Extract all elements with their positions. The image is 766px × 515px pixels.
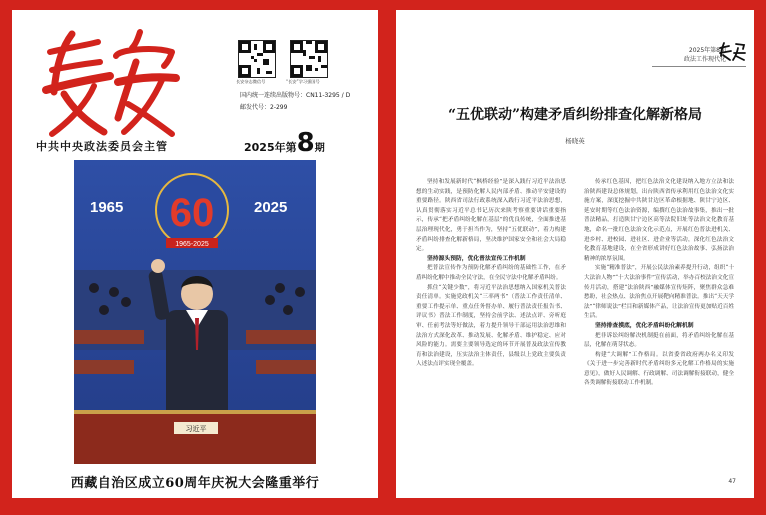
postal-code-text: 邮发代号：2-299 bbox=[240, 104, 288, 111]
xuexi-qr-code bbox=[290, 40, 328, 78]
cover-headline: 西藏自治区成立60周年庆祝大会隆重举行 bbox=[70, 476, 320, 491]
article-column-left bbox=[416, 178, 566, 370]
body-paragraph: 抓住“关键少数”，将习近平法治思想纳入国家机关普法责任清单。实施党政机关“三率两书”（普法工作责任清单、重要工作提示单、重点任务督办单、履行普法责任报告书、评议书）普法工作制度，坚持会前学法、述法点评、旁听庭审、任前考法等好做法，着力提升领导干部运用法治思维和法治方式深化改革、推动发展、化解矛盾、维护稳定、应对风险的能力。需要主要领导选定的环节开展普及政法宣传教育和法治建设，压实法治主体责任，县级以上党政主要负责人述法点评实现全覆盖。 bbox=[416, 284, 566, 368]
page-number: 47 bbox=[728, 478, 736, 485]
issue-number: 8 bbox=[296, 128, 315, 158]
emblem-years: 1965-2025 bbox=[175, 241, 209, 248]
header-rule bbox=[652, 66, 746, 67]
body-paragraph: 实施“精准普法”，开展公民法治素养提升行动，组织“十大法治人物”“十大法治事件”宣传活动，举办百校法治文化宣传月活动，搭建“法治陕西”融媒体宣传矩阵，聚焦群众急难愁盼，社会热点、法治焦点开展靶向精准普法。推出“天天学法”“律师说法”栏目和新媒体产品，让法治宣传更加贴近百姓生活。 bbox=[584, 265, 734, 320]
section-heading: 坚持排查摸底，优化矛盾纠纷化解机制 bbox=[595, 322, 694, 329]
issn-text: 国内统一连续出版物号：CN11-3295 / D bbox=[240, 92, 351, 99]
qr-caption-wechat: 长安杂志微信号 bbox=[236, 79, 266, 84]
article-title: “五优联动”构建矛盾纠纷排查化解新格局 bbox=[447, 107, 703, 123]
issue-label bbox=[244, 128, 325, 158]
supervising-authority: 中共中央政法委员会主管 bbox=[36, 140, 168, 153]
running-head-section: 政法工作现代化 bbox=[683, 56, 726, 63]
emblem-number: 60 bbox=[169, 191, 215, 235]
body-paragraph: 把普法宣传作为预防化解矛盾纠纷的基础性工作，在矛盾纠纷化解中推动全民守法，在全民守法中化解矛盾纠纷。 bbox=[416, 265, 566, 281]
article-author: 杨晓英 bbox=[565, 137, 585, 145]
running-head-logo bbox=[718, 40, 746, 62]
issue-unit: 期 bbox=[314, 143, 325, 154]
body-paragraph: 构建“大调解”工作格局。以省委省政府两办名义印发《关于进一步完善新时代矛盾纠纷多元化解工作格局的实施意见》，做好人民调解、行政调解、司法调解衔接联动，健全各类调解衔接联动工作机制。 bbox=[584, 351, 734, 387]
anniversary-year-left: 1965 bbox=[90, 199, 124, 216]
running-head-issue: 2025年第8期 bbox=[688, 47, 726, 54]
cover-photo bbox=[74, 160, 316, 464]
speaker-nameplate: 习近平 bbox=[185, 425, 207, 433]
article-page bbox=[396, 10, 754, 498]
body-paragraph: 传承红色基因，把红色法治文化建设纳入地方立法和法治陕西建设总体规划，出台陕西省传承利用红色法治文化实施方案，深度挖掘中共陕甘边区革命根据地、陕甘宁边区、延安时期等红色法治资源，编撰红色法治故事集，推出一批普法精品，打造陕甘宁边区高等法院旧址等法治文化教育基地，命名一批红色法治文化示范点，开展红色普法进机关、进乡村、进校园、进社区、进企业等活动，深化红色法治文化教育基地建设，在全省形成讲好红色法治故事、弘扬法治精神的浓厚氛围。 bbox=[584, 179, 734, 262]
article-column-right bbox=[584, 178, 734, 389]
body-paragraph: 把非诉讼纠纷解决机制挺在前面，将矛盾纠纷化解在基层，化解在萌芽状态。 bbox=[584, 332, 734, 349]
body-paragraph: 坚持和发展新时代“枫桥经验”是深入践行习近平法治思想的生动实践，是预防化解人民内部矛盾、推动平安建设的重要路径。陕西省司法行政系统深入践行习近平法治思想，认真贯彻落实习近平总书记历次来陕考察重要讲话重要指示，传承“把矛盾纠纷化解在基层”的优良传统，全面推进基层治理现代化，勇于担当作为，坚持“五优联动”，着力构建矛盾纠纷排查化解新格局，坚决维护国家安全和社会大局稳定。 bbox=[416, 179, 566, 253]
masthead-logo bbox=[32, 22, 182, 142]
issue-year: 2025年第 bbox=[244, 141, 297, 154]
anniversary-year-right: 2025 bbox=[254, 199, 288, 216]
section-heading: 坚持源头预防，优化普法宣传工作机制 bbox=[427, 255, 526, 262]
anniversary-emblem bbox=[156, 174, 228, 248]
magazine-cover bbox=[12, 10, 378, 498]
qr-caption-xuexi: “长安”学习强国号 bbox=[286, 79, 320, 84]
wechat-qr-code bbox=[238, 40, 276, 78]
